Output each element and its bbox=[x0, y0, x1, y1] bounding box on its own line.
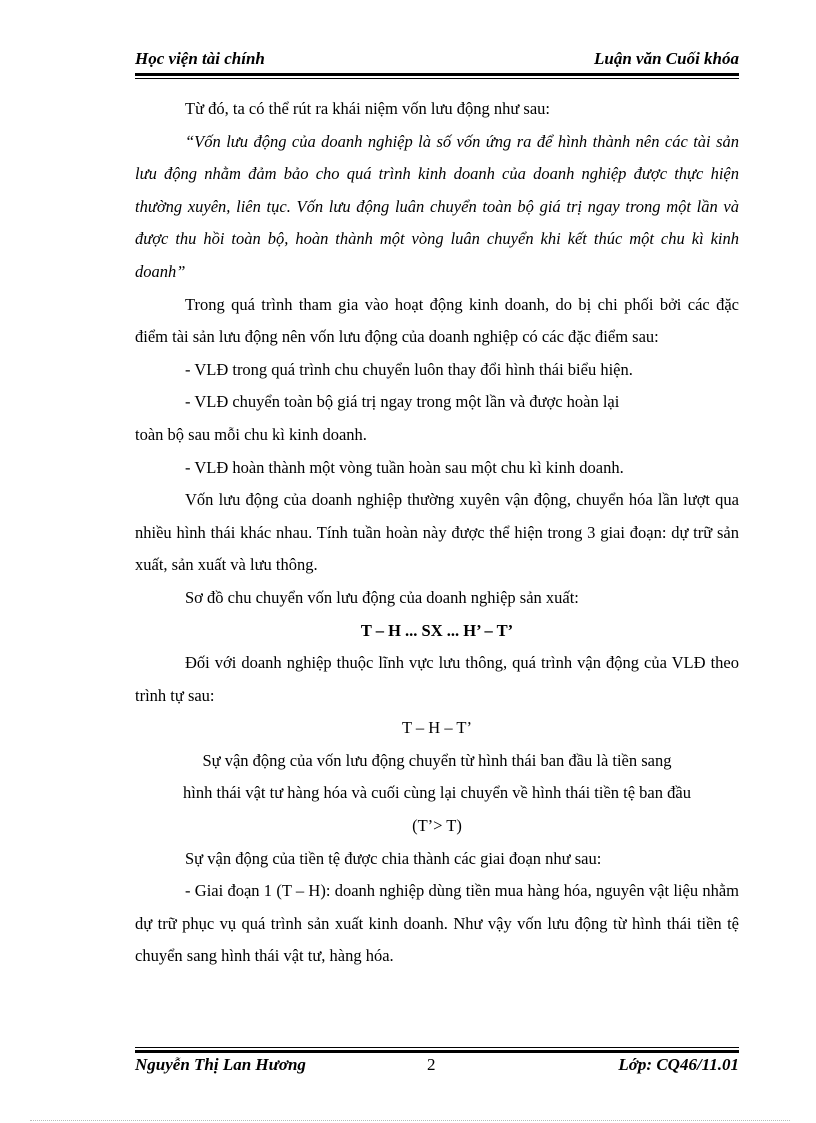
intro-paragraph: Từ đó, ta có thể rút ra khái niệm vốn lưu động như sau: bbox=[185, 99, 551, 118]
header-rule-thick bbox=[135, 73, 739, 76]
page-body bbox=[135, 93, 739, 973]
trade-formula: T – H – T’ bbox=[402, 718, 472, 738]
movement-line-3: (T’> T) bbox=[412, 816, 462, 836]
circulation-paragraph: Vốn lưu động của doanh nghiệp thường xuyên vận động, chuyển hóa lần lượt qua nhiều hình thái khác nhau. Tính tuần hoàn này được thể hiện trong 3 giai đoạn: dự trữ sản xuất, sản xuất và lưu thông. bbox=[135, 490, 739, 575]
movement-line-2: hình thái vật tư hàng hóa và cuối cùng lại chuyển về hình thái tiền tệ ban đầu bbox=[183, 783, 691, 803]
stages-intro: Sự vận động của tiền tệ được chia thành các giai đoạn như sau: bbox=[185, 848, 602, 868]
production-formula: T – H ... SX ... H’ – T’ bbox=[360, 620, 514, 640]
characteristics-paragraph: Trong quá trình tham gia vào hoạt động kinh doanh, do bị chi phối bởi các đặc điểm tài sản lưu động nên vốn lưu động của doanh nghiệp có các đặc điểm sau: bbox=[135, 294, 739, 347]
header-document-type: Luận văn Cuối khóa bbox=[593, 49, 739, 68]
bullet-item: - VLĐ hoàn thành một vòng tuần hoàn sau một chu kì kinh doanh. bbox=[185, 457, 624, 477]
footer-rule-thick bbox=[135, 1050, 739, 1053]
header-rule-thin bbox=[135, 78, 739, 79]
bullet-item-continuation: toàn bộ sau mỗi chu kì kinh doanh. bbox=[135, 424, 367, 444]
trade-paragraph: Đối với doanh nghiệp thuộc lĩnh vực lưu thông, quá trình vận động của VLĐ theo trình tự sau: bbox=[135, 653, 739, 705]
diagram-intro: Sơ đồ chu chuyển vốn lưu động của doanh nghiệp sản xuất: bbox=[185, 587, 579, 607]
page-footer bbox=[135, 1055, 739, 1077]
definition-quote: “Vốn lưu động của doanh nghiệp là số vốn ứng ra để hình thành nên các tài sản lưu động nhằm đảm bảo cho quá trình kinh doanh của doanh nghiệp được thực hiện thường xuyên, liên tục. Vốn lưu động luân chuyển toàn bộ giá trị ngay trong một lần và được thu hồi toàn bộ, hoàn thành một vòng luân chuyển khi kết thúc một chu kì kinh doanh” bbox=[135, 131, 739, 281]
movement-line-1: Sự vận động của vốn lưu động chuyển từ hình thái ban đầu là tiền sang bbox=[202, 750, 672, 770]
footer-rule-thin bbox=[135, 1047, 739, 1048]
bullet-item: - VLĐ trong quá trình chu chuyển luôn thay đổi hình thái biểu hiện. bbox=[185, 359, 633, 379]
footer-class: Lớp: CQ46/11.01 bbox=[618, 1055, 739, 1074]
page-number: 2 bbox=[427, 1055, 436, 1074]
footer-author: Nguyễn Thị Lan Hương bbox=[135, 1055, 306, 1074]
stage-1-paragraph: - Giai đoạn 1 (T – H): doanh nghiệp dùng tiền mua hàng hóa, nguyên vật liệu nhằm dự trữ phục vụ quá trình sản xuất kinh doanh. Như vậy vốn lưu động từ hình thái tiền tệ chuyển sang hình thái vật tư, hàng hóa. bbox=[135, 881, 739, 966]
header-institution: Học viện tài chính bbox=[135, 49, 265, 68]
page-header bbox=[135, 49, 739, 71]
bullet-item: - VLĐ chuyển toàn bộ giá trị ngay trong một lần và được hoàn lại bbox=[185, 392, 620, 412]
page-edge-dotted-line bbox=[30, 1120, 790, 1121]
